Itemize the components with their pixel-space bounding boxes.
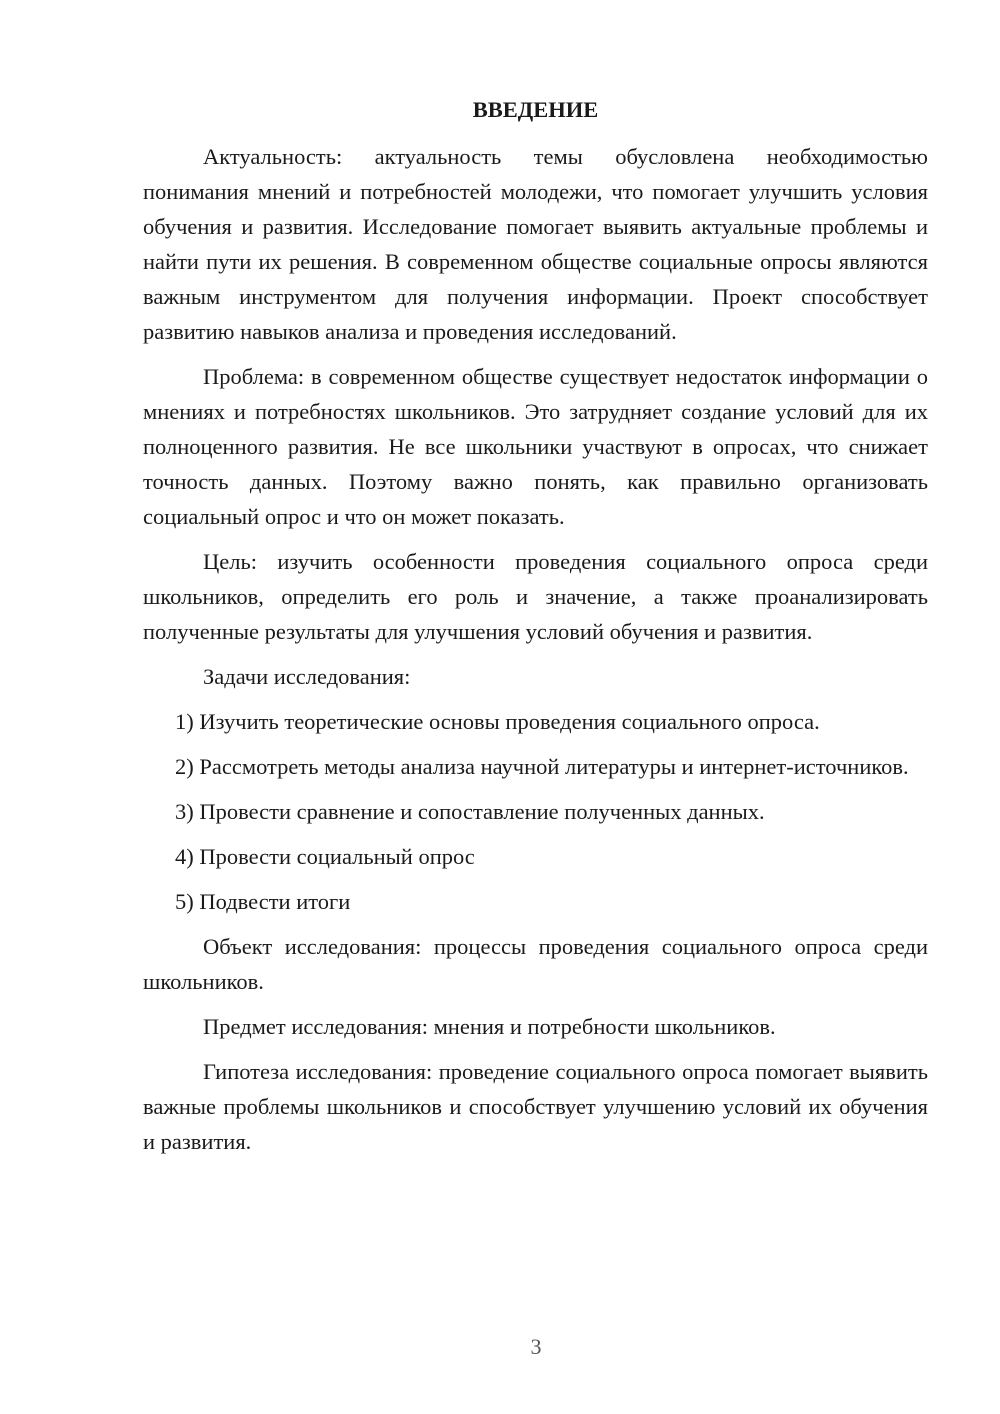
hypothesis-paragraph: Гипотеза исследования: проведение социального опроса помогает выявить важные проблемы школьников и способствует улучшению условий их обучения и развития.: [143, 1059, 928, 1154]
task-item-3: 3) Провести сравнение и сопоставление полученных данных.: [175, 799, 765, 824]
task-item-4: 4) Провести социальный опрос: [175, 844, 475, 869]
task-item-5: 5) Подвести итоги: [175, 889, 351, 914]
page-number: 3: [530, 1334, 542, 1359]
task-item-1: 1) Изучить теоретические основы проведения социального опроса.: [175, 709, 820, 734]
page-content: [143, 95, 928, 1169]
task-item-2: 2) Рассмотреть методы анализа научной литературы и интернет-источников.: [175, 754, 909, 779]
relevance-paragraph: Актуальность: актуальность темы обусловлена необходимостью понимания мнений и потребностей молодежи, что помогает улучшить условия обучения и развития. Исследование помогает выявить актуальные проблемы и найти пути их решения. В современном обществе социальные опросы являются важным инструментом для получения информации. Проект способствует развитию навыков анализа и проведения исследований.: [143, 144, 928, 344]
object-paragraph: Объект исследования: процессы проведения социального опроса среди школьников.: [143, 934, 928, 994]
subject-paragraph: Предмет исследования: мнения и потребности школьников.: [203, 1014, 776, 1039]
problem-paragraph: Проблема: в современном обществе существует недостаток информации о мнениях и потребностях школьников. Это затрудняет создание условий для их полноценного развития. Не все школьники участвуют в опросах, что снижает точность данных. Поэтому важно понять, как правильно организовать социальный опрос и что он может показать.: [143, 364, 928, 529]
section-heading: ВВЕДЕНИЕ: [472, 97, 599, 122]
goal-paragraph: Цель: изучить особенности проведения социального опроса среди школьников, определить его роль и значение, а также проанализировать полученные результаты для улучшения условий обучения и развития.: [143, 549, 928, 644]
tasks-intro: Задачи исследования:: [203, 664, 411, 689]
